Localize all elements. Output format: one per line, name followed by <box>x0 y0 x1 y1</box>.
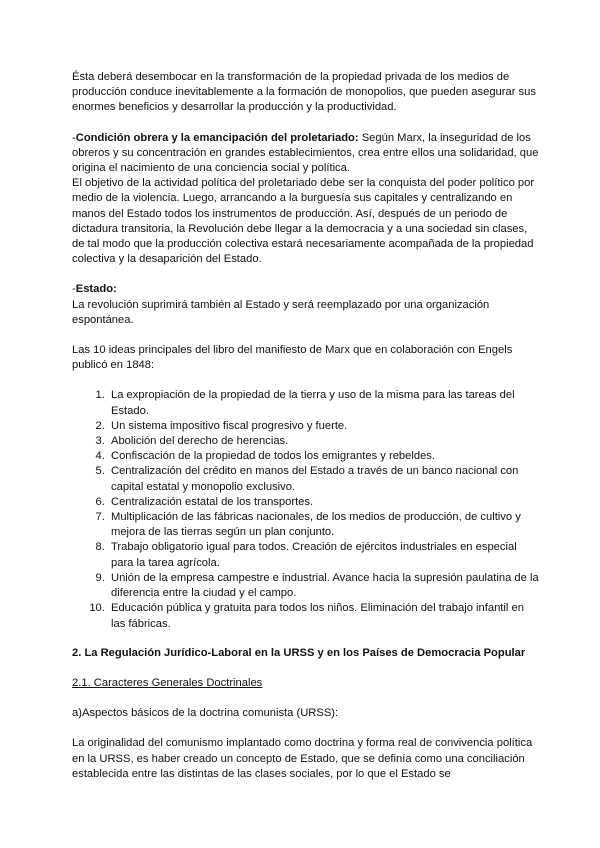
list-item: 10. Educación pública y gratuita para todos los niños. Eliminación del trabajo infantil en las fábricas. <box>108 601 540 631</box>
subsection-heading: 2.1. Caracteres Generales Doctrinales <box>72 676 263 689</box>
estado-heading <box>72 282 540 297</box>
list-item: 8. Trabajo obligatorio igual para todos. Creación de ejércitos industriales en especial para la tarea agrícola. <box>108 540 540 570</box>
list-item: 3. Abolición del derecho de herencias. <box>108 434 540 449</box>
list-item: 1. La expropiación de la propiedad de la tierra y uso de la misma para las tareas del Estado. <box>108 388 540 418</box>
section-heading: 2. La Regulación Jurídico-Laboral en la URSS y en los Países de Democracia Popular <box>72 646 526 659</box>
list-item: 2. Un sistema impositivo fiscal progresivo y fuerte. <box>108 419 540 434</box>
list-item: 5. Centralización del crédito en manos del Estado a través de un banco nacional con capital estatal y monopolio exclusivo. <box>108 464 540 494</box>
list-item: 6. Centralización estatal de los transportes. <box>108 495 540 510</box>
intro-paragraph: Ésta deberá desembocar en la transformación de la propiedad privada de los medios de producción conduce inevitablemente a la formación de monopolios, que pueden asegurar sus enormes beneficios y desarrollar la producción y la productividad. <box>72 71 536 114</box>
list-item: 7. Multiplicación de las fábricas nacionales, de los medios de producción, de cultivo y mejora de las tierras según un plan conjunto. <box>108 510 540 540</box>
objetivo-paragraph: El objetivo de la actividad política del proletariado debe ser la conquista del poder político por medio de la violencia. Luego, arrancando a la burguesía sus capitales y centralizando en manos del Estado todos los instrumentos de producción. Así, después de un periodo de dictadura transitoria, la Revolución debe llegar a la democracia y a una sociedad sin clases, de tal modo que la producción colectiva estará necesariamente acompañada de la propiedad colectiva y la desaparición del Estado. <box>72 177 535 266</box>
condicion-prefix: - <box>72 131 76 144</box>
final-paragraph: La originalidad del comunismo implantado como doctrina y forma real de convivencia política en la URSS, es haber creado un concepto de Estado, que se definía como una conciliación establecida entre las distintas de las clases sociales, por lo que el Estado se <box>72 737 533 780</box>
aspectos-heading: a)Aspectos básicos de la doctrina comunista (URSS): <box>72 707 339 720</box>
condicion-text: Según Marx, la inseguridad de los obreros y su concentración en grandes establecimientos, crea entre ellos una solidaridad, que origina el nacimiento de una conciencia social y política. <box>72 131 539 175</box>
condicion-title: Condición obrera y la emancipación del proletariado: <box>75 131 359 144</box>
list-item: 4. Confiscación de la propiedad de todos los emigrantes y rebeldes. <box>108 449 540 464</box>
estado-prefix: - <box>72 283 76 296</box>
estado-paragraph: La revolución suprimirá también al Estado y será reemplazado por una organización espontánea. <box>72 298 490 326</box>
ideas-intro: Las 10 ideas principales del libro del manifiesto de Marx que en colaboración con Engels publicó en 1848: <box>72 344 513 372</box>
list-item: 9. Unión de la empresa campestre e industrial. Avance hacia la supresión paulatina de la diferencia entre la ciudad y el campo. <box>108 571 540 601</box>
estado-title: Estado: <box>75 283 117 296</box>
ideas-list <box>72 388 540 631</box>
condicion-paragraph <box>72 131 540 177</box>
